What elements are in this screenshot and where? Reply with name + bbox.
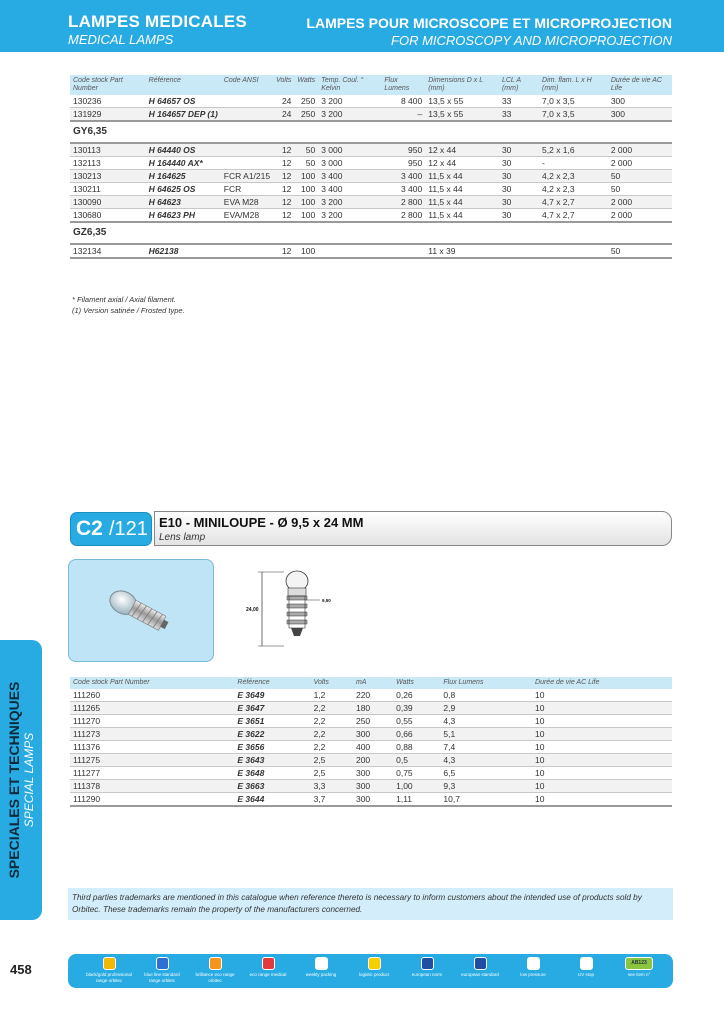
diagram-width-label: 9,50 xyxy=(322,598,331,603)
gold-range-icon xyxy=(103,957,116,970)
table-cell: 50 xyxy=(608,170,672,183)
legend-item xyxy=(298,957,344,978)
table-cell: 250 xyxy=(294,108,318,122)
table-cell: 6,5 xyxy=(440,767,532,780)
eco-range-icon xyxy=(262,957,275,970)
t2-header-cell: Durée de vie AC Life xyxy=(532,677,672,689)
legend-label: european norm xyxy=(411,972,443,977)
socket-group-label: GZ6,35 xyxy=(70,222,672,244)
table-cell: 111376 xyxy=(70,741,234,754)
lens-lamps-table xyxy=(70,677,672,807)
table-cell: 2,2 xyxy=(311,715,353,728)
microscope-lamps-table xyxy=(70,75,672,259)
table-cell: 12 x 44 xyxy=(425,143,499,157)
european-norm-icon xyxy=(421,957,434,970)
table-cell: 50 xyxy=(294,143,318,157)
table-cell: 300 xyxy=(353,793,393,807)
table-cell xyxy=(318,244,381,258)
table-cell: 7,0 x 3,5 xyxy=(539,108,608,122)
legend-label: brilliance eco range orbitec xyxy=(195,972,235,983)
table-cell: 30 xyxy=(499,209,539,223)
table-cell: 10 xyxy=(532,793,672,807)
table-cell: 11 x 39 xyxy=(425,244,499,258)
table-cell: E 3649 xyxy=(234,689,310,702)
european-standard-icon xyxy=(474,957,487,970)
legend-item xyxy=(192,957,238,983)
socket-group-row xyxy=(70,121,672,143)
table-cell: 2 000 xyxy=(608,209,672,223)
table-cell: 3 200 xyxy=(318,196,381,209)
table-cell: 10 xyxy=(532,780,672,793)
side-tab-title-fr: SPECIALES ET TECHNIQUES xyxy=(6,681,22,879)
table-cell: 950 xyxy=(381,143,425,157)
table-cell: 2,9 xyxy=(440,702,532,715)
table-cell: 0,88 xyxy=(393,741,440,754)
table-cell: 100 xyxy=(294,170,318,183)
table-cell: 33 xyxy=(499,108,539,122)
table-cell: 3,7 xyxy=(311,793,353,807)
table-cell: - xyxy=(539,157,608,170)
table-row xyxy=(70,209,672,223)
t1-header-cell: Durée de vie AC Life xyxy=(608,75,672,95)
legend-label: black/gold professional range orbitec xyxy=(86,972,132,983)
table-row xyxy=(70,715,672,728)
legend-item xyxy=(404,957,450,978)
t2-header-cell: Code stock Part Number xyxy=(70,677,234,689)
table-cell xyxy=(221,95,273,108)
legend-label: european standard xyxy=(461,972,499,977)
table-cell xyxy=(221,143,273,157)
table-cell: 10 xyxy=(532,702,672,715)
table-cell: 50 xyxy=(608,244,672,258)
t1-header-cell: Temp. Coul. ° Kelvin xyxy=(318,75,381,95)
table-row xyxy=(70,183,672,196)
t2-header-cell: Référence xyxy=(234,677,310,689)
table-cell: 7,0 x 3,5 xyxy=(539,95,608,108)
table-row xyxy=(70,170,672,183)
table-cell: 11,5 x 44 xyxy=(425,170,499,183)
footnote-axial: * Filament axial / Axial filament. xyxy=(72,295,176,304)
category-title-fr: LAMPES MEDICALES xyxy=(68,12,247,31)
table-cell: 30 xyxy=(499,143,539,157)
table-cell: E 3644 xyxy=(234,793,310,807)
table-cell: 3 200 xyxy=(318,108,381,122)
lens-lamp-icon xyxy=(69,560,215,663)
t2-header-cell: Volts xyxy=(311,677,353,689)
table-cell: 12 x 44 xyxy=(425,157,499,170)
table-cell: 0,5 xyxy=(393,754,440,767)
footnote-frosted: (1) Version satinée / Frosted type. xyxy=(72,306,185,315)
table-cell: 2,5 xyxy=(311,767,353,780)
table-cell: 50 xyxy=(294,157,318,170)
section-side-tab xyxy=(0,640,42,920)
table-cell: 5,1 xyxy=(440,728,532,741)
table-cell: 2,2 xyxy=(311,702,353,715)
table-cell: 13,5 x 55 xyxy=(425,108,499,122)
table-cell: FCR A1/215 xyxy=(221,170,273,183)
table-cell: 3 400 xyxy=(381,170,425,183)
see-item-icon: AB123 xyxy=(625,957,653,970)
table-cell: H 64623 PH xyxy=(146,209,221,223)
table-cell: H 64657 OS xyxy=(146,95,221,108)
table-cell: 111277 xyxy=(70,767,234,780)
table-cell: 10,7 xyxy=(440,793,532,807)
table-cell: 24 xyxy=(273,95,294,108)
table-cell xyxy=(221,108,273,122)
table-cell: 30 xyxy=(499,183,539,196)
logistic-product-icon xyxy=(368,957,381,970)
table-cell: 12 xyxy=(273,196,294,209)
table-row xyxy=(70,754,672,767)
table-cell: 12 xyxy=(273,143,294,157)
table-cell: 24 xyxy=(273,108,294,122)
t2-header-cell: Flux Lumens xyxy=(440,677,532,689)
footnotes xyxy=(72,294,185,316)
table-cell: E 3643 xyxy=(234,754,310,767)
table-cell: 30 xyxy=(499,170,539,183)
table-row xyxy=(70,143,672,157)
table-cell: 0,66 xyxy=(393,728,440,741)
table-cell: 3 200 xyxy=(318,209,381,223)
table-cell: 4,2 x 2,3 xyxy=(539,183,608,196)
legend-footer xyxy=(68,954,673,988)
table-cell: 7,4 xyxy=(440,741,532,754)
trademark-disclaimer: Third parties trademarks are mentioned in this catalogue when reference thereto is necessary to inform customers about the intended use of products sold by Orbitec. These trademarks remain the property of the manufacturers concerned. xyxy=(68,888,673,920)
product-photo xyxy=(68,559,214,662)
diagram-height-label: 24,00 xyxy=(246,607,259,613)
t2-header-cell: mA xyxy=(353,677,393,689)
table-cell: 11,5 x 44 xyxy=(425,183,499,196)
table-cell xyxy=(221,244,273,258)
t1-header-cell: Code ANSI xyxy=(221,75,273,95)
table-cell: 130680 xyxy=(70,209,146,223)
table-row xyxy=(70,741,672,754)
brilliance-icon xyxy=(209,957,222,970)
table-cell: 1,00 xyxy=(393,780,440,793)
table-cell: 131929 xyxy=(70,108,146,122)
table-cell: 100 xyxy=(294,183,318,196)
t1-header-cell: Code stock Part Number xyxy=(70,75,146,95)
t1-header-cell: Dimensions D x L (mm) xyxy=(425,75,499,95)
table-cell: EVA M28 xyxy=(221,196,273,209)
table-cell: 4,7 x 2,7 xyxy=(539,196,608,209)
table-cell: 3 400 xyxy=(381,183,425,196)
table-cell: E 3663 xyxy=(234,780,310,793)
table-cell: 100 xyxy=(294,209,318,223)
legend-item xyxy=(510,957,556,978)
uv-stop-icon xyxy=(580,957,593,970)
table-cell: E 3651 xyxy=(234,715,310,728)
table-cell: 12 xyxy=(273,209,294,223)
table-cell: 132134 xyxy=(70,244,146,258)
table-cell: EVA/M28 xyxy=(221,209,273,223)
table-cell: 250 xyxy=(353,715,393,728)
table-cell: 10 xyxy=(532,689,672,702)
side-tab-title-en: SPECIAL LAMPS xyxy=(22,732,36,828)
table-cell: H 164625 xyxy=(146,170,221,183)
table-cell: 2,2 xyxy=(311,728,353,741)
section-badge-code: C2 xyxy=(76,517,103,540)
legend-item xyxy=(563,957,609,978)
table-row xyxy=(70,793,672,807)
table-row xyxy=(70,157,672,170)
table-cell: E 3656 xyxy=(234,741,310,754)
legend-label: eco range medical xyxy=(249,972,287,977)
table-cell: 4,3 xyxy=(440,754,532,767)
table-cell: 11,5 x 44 xyxy=(425,209,499,223)
lamp-drawing-icon xyxy=(240,566,350,652)
table-cell: 4,2 x 2,3 xyxy=(539,170,608,183)
table-cell: 130090 xyxy=(70,196,146,209)
table-row xyxy=(70,244,672,258)
t1-header-cell: Watts xyxy=(294,75,318,95)
table-cell: H62138 xyxy=(146,244,221,258)
table-cell: 400 xyxy=(353,741,393,754)
table-cell: H 64625 OS xyxy=(146,183,221,196)
t1-header-cell: Flux Lumens xyxy=(381,75,425,95)
legend-item xyxy=(616,957,662,978)
table-cell: 10 xyxy=(532,728,672,741)
table-cell xyxy=(499,244,539,258)
table-row xyxy=(70,108,672,122)
table-cell: 111378 xyxy=(70,780,234,793)
table-row xyxy=(70,95,672,108)
table-cell: 3 200 xyxy=(318,95,381,108)
table-cell: 111273 xyxy=(70,728,234,741)
table-cell: 0,55 xyxy=(393,715,440,728)
legend-item xyxy=(245,957,291,978)
table-cell: 1,11 xyxy=(393,793,440,807)
table-cell: 4,7 x 2,7 xyxy=(539,209,608,223)
table-cell: 130213 xyxy=(70,170,146,183)
table-cell: 300 xyxy=(353,767,393,780)
legend-item xyxy=(457,957,503,978)
table-cell: 4,3 xyxy=(440,715,532,728)
table-cell: 12 xyxy=(273,170,294,183)
table-row xyxy=(70,728,672,741)
section-header xyxy=(154,511,672,546)
section-badge xyxy=(70,512,152,546)
table-cell: 2,5 xyxy=(311,754,353,767)
table-cell: 100 xyxy=(294,244,318,258)
page-number: 458 xyxy=(10,962,32,977)
legend-item xyxy=(86,957,132,983)
table-row xyxy=(70,702,672,715)
table-cell: 3,3 xyxy=(311,780,353,793)
socket-group-row xyxy=(70,222,672,244)
table-cell: 9,3 xyxy=(440,780,532,793)
table-cell: E 3647 xyxy=(234,702,310,715)
t1-header-cell: Référence xyxy=(146,75,221,95)
table-cell: 1,2 xyxy=(311,689,353,702)
table-cell: 111265 xyxy=(70,702,234,715)
table-cell: 300 xyxy=(353,780,393,793)
table-cell: 300 xyxy=(353,728,393,741)
table-cell: 10 xyxy=(532,767,672,780)
table-cell: 10 xyxy=(532,754,672,767)
table-cell: 13,5 x 55 xyxy=(425,95,499,108)
table-cell: 180 xyxy=(353,702,393,715)
table-cell: 300 xyxy=(608,95,672,108)
table-cell: 130113 xyxy=(70,143,146,157)
table-cell: 2 000 xyxy=(608,196,672,209)
socket-group-label: GY6,35 xyxy=(70,121,672,143)
table-cell: 2 000 xyxy=(608,157,672,170)
table-cell: – xyxy=(381,108,425,122)
legend-item xyxy=(351,957,397,978)
section-title: E10 - MINILOUPE - Ø 9,5 x 24 MM xyxy=(159,515,364,530)
table-row xyxy=(70,780,672,793)
table-cell: H 164440 AX* xyxy=(146,157,221,170)
table-cell: 50 xyxy=(608,183,672,196)
table-cell: 5,2 x 1,6 xyxy=(539,143,608,157)
table-row xyxy=(70,767,672,780)
table-cell: 30 xyxy=(499,157,539,170)
blue-line-icon xyxy=(156,957,169,970)
table-cell: 30 xyxy=(499,196,539,209)
table-cell: 12 xyxy=(273,157,294,170)
table-cell xyxy=(539,244,608,258)
table-cell: 8 400 xyxy=(381,95,425,108)
page-header xyxy=(0,0,724,52)
table-cell: 10 xyxy=(532,715,672,728)
table-cell: 220 xyxy=(353,689,393,702)
t1-header-cell: Volts xyxy=(273,75,294,95)
weekly-packing-icon xyxy=(315,957,328,970)
legend-label: UV stop xyxy=(577,972,594,977)
table-cell: 12 xyxy=(273,244,294,258)
subcategory-title-fr: LAMPES POUR MICROSCOPE ET MICROPROJECTION xyxy=(306,15,672,31)
table-cell: 2 000 xyxy=(608,143,672,157)
table-cell: 950 xyxy=(381,157,425,170)
t1-header-cell: Dim. flam. L x H (mm) xyxy=(539,75,608,95)
category-title-en: MEDICAL LAMPS xyxy=(68,32,174,47)
table-cell: 12 xyxy=(273,183,294,196)
table-cell: 0,39 xyxy=(393,702,440,715)
table-cell: 2 800 xyxy=(381,196,425,209)
table-cell: 11,5 x 44 xyxy=(425,196,499,209)
table-cell: 0,75 xyxy=(393,767,440,780)
t1-header-cell: LCL A (mm) xyxy=(499,75,539,95)
legend-label: blue line standard range orbitec xyxy=(144,972,180,983)
table-cell xyxy=(221,157,273,170)
table-cell: 3 400 xyxy=(318,170,381,183)
table-cell: 250 xyxy=(294,95,318,108)
legend-item xyxy=(139,957,185,983)
table-cell: H 64440 OS xyxy=(146,143,221,157)
table-cell: FCR xyxy=(221,183,273,196)
table-cell: 0,8 xyxy=(440,689,532,702)
table-cell: E 3648 xyxy=(234,767,310,780)
table-cell: 0,26 xyxy=(393,689,440,702)
legend-label: see item n° xyxy=(627,972,651,977)
table-cell: 3 000 xyxy=(318,157,381,170)
lamp-dimension-diagram xyxy=(240,566,350,652)
table-cell: 132113 xyxy=(70,157,146,170)
table-cell: 111260 xyxy=(70,689,234,702)
table-cell: 3 400 xyxy=(318,183,381,196)
table-cell: 111290 xyxy=(70,793,234,807)
section-badge-number: /121 xyxy=(109,518,148,540)
table-cell: E 3622 xyxy=(234,728,310,741)
table-cell: 10 xyxy=(532,741,672,754)
table-cell: 130236 xyxy=(70,95,146,108)
table-cell xyxy=(381,244,425,258)
table-cell: 200 xyxy=(353,754,393,767)
table-cell: 300 xyxy=(608,108,672,122)
table-cell: 2 800 xyxy=(381,209,425,223)
legend-label: logistic product xyxy=(358,972,389,977)
t2-header-cell: Watts xyxy=(393,677,440,689)
section-subtitle: Lens lamp xyxy=(159,532,206,543)
table-cell: 130211 xyxy=(70,183,146,196)
low-pressure-icon xyxy=(527,957,540,970)
table-cell: 33 xyxy=(499,95,539,108)
table-cell: H 164657 DEP (1) xyxy=(146,108,221,122)
table-cell: 100 xyxy=(294,196,318,209)
table-row xyxy=(70,196,672,209)
table-row xyxy=(70,689,672,702)
table-cell: 2,2 xyxy=(311,741,353,754)
table-cell: H 64623 xyxy=(146,196,221,209)
table-cell: 111270 xyxy=(70,715,234,728)
table-cell: 3 000 xyxy=(318,143,381,157)
legend-label: low pressure xyxy=(520,972,546,977)
subcategory-title-en: FOR MICROSCOPY AND MICROPROJECTION xyxy=(391,33,672,48)
legend-label: weekly packing xyxy=(305,972,337,977)
table-cell: 111275 xyxy=(70,754,234,767)
